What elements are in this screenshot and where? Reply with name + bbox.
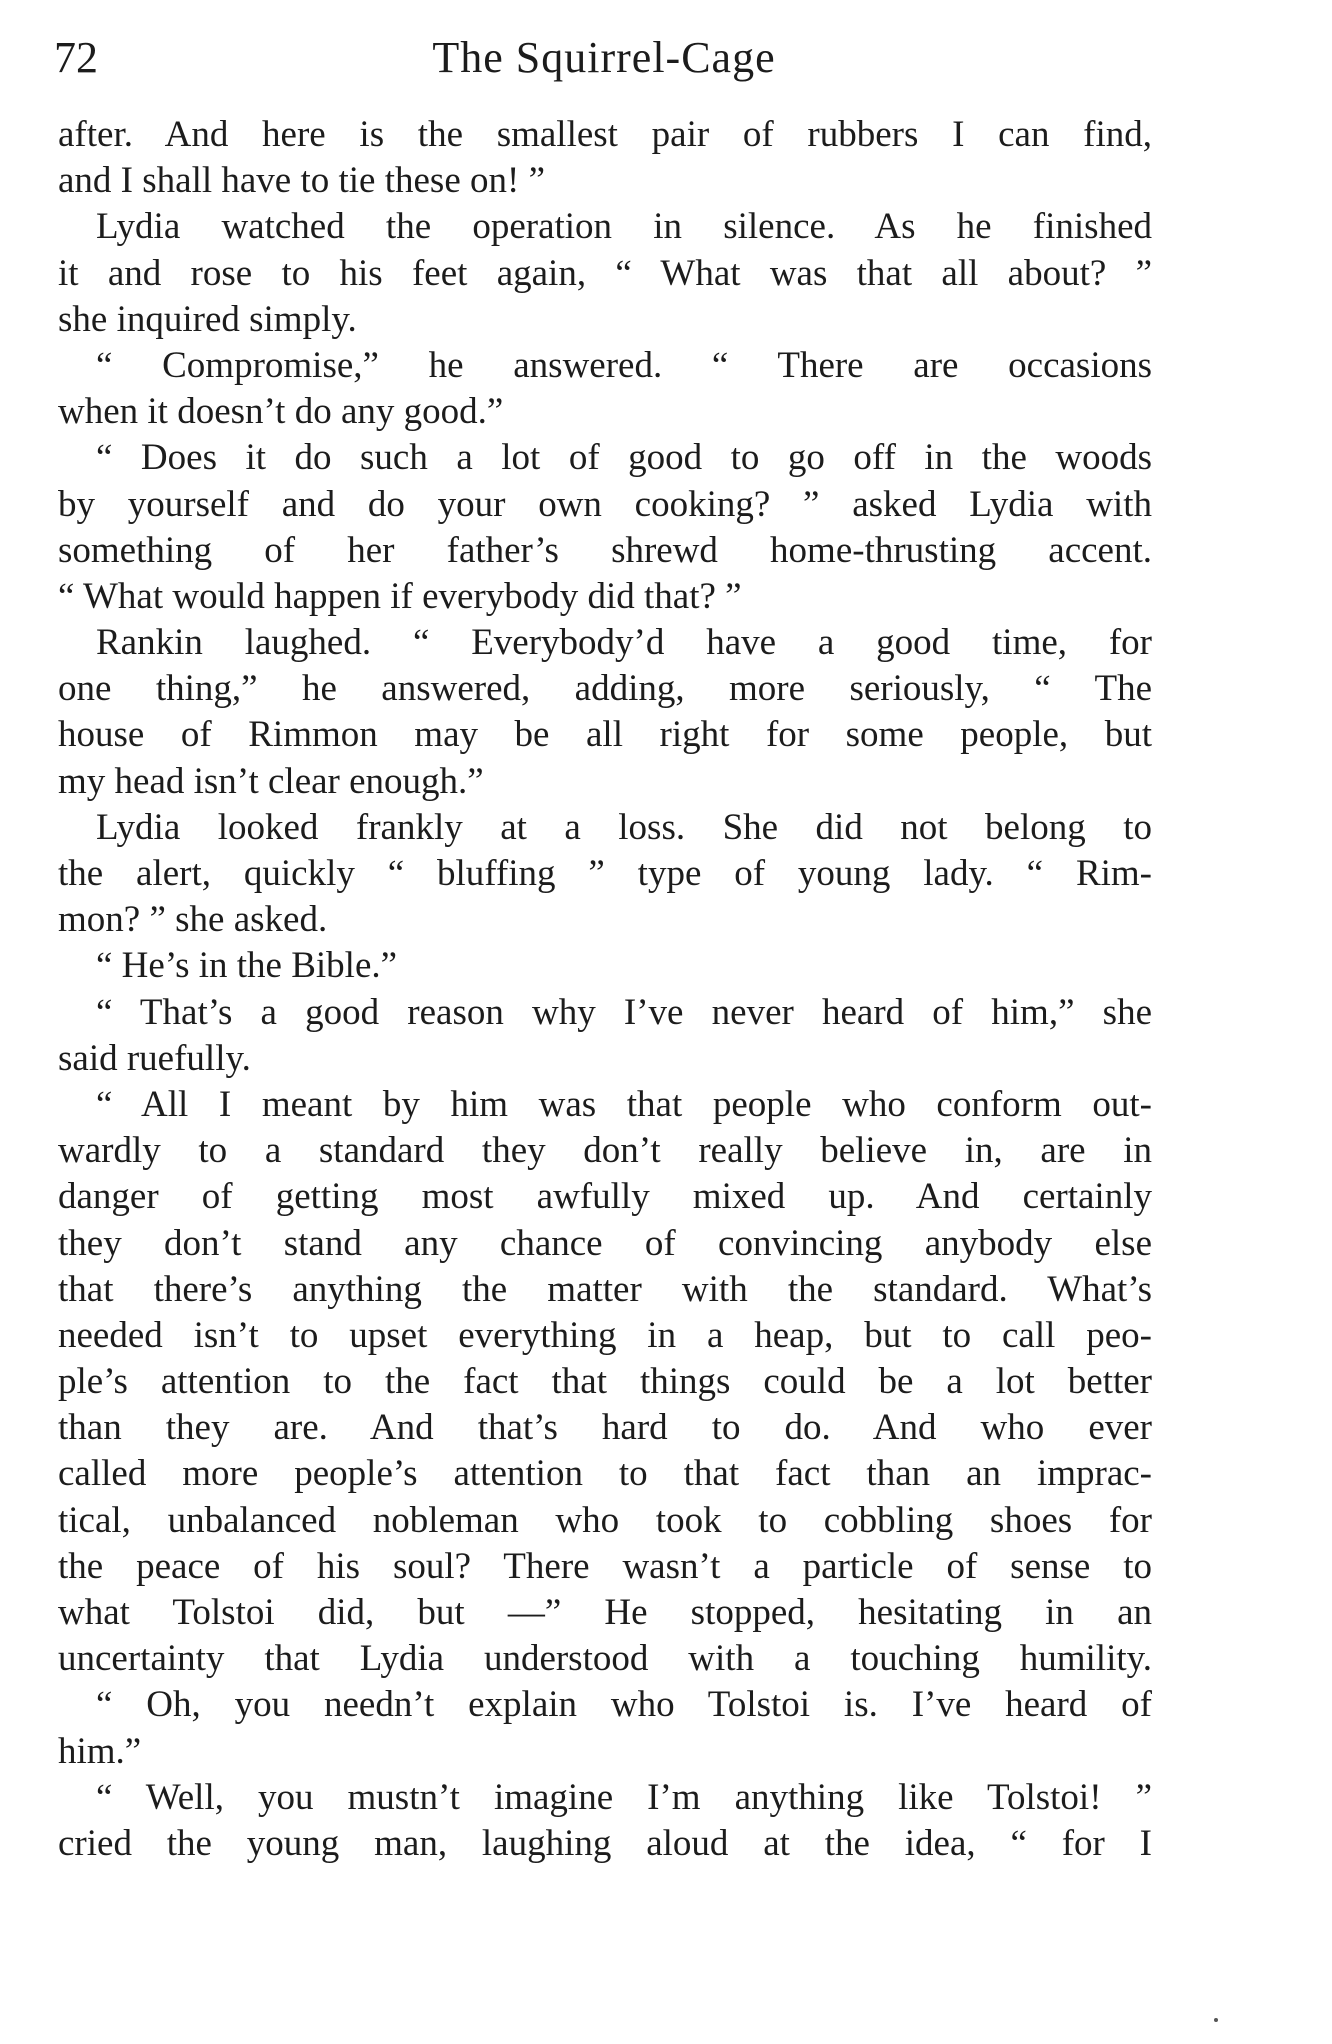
- page-number: 72: [54, 33, 98, 82]
- text-line: “ Does it do such a lot of good to go off in the woods: [96, 437, 1152, 479]
- text-line: “ Oh, you needn’t explain who Tolstoi is. I’ve heard of: [96, 1684, 1152, 1726]
- text-line: house of Rimmon may be all right for some people, but: [58, 714, 1152, 756]
- text-line: my head isn’t clear enough.”: [58, 760, 484, 802]
- text-line: something of her father’s shrewd home-thrusting accent.: [58, 529, 1152, 571]
- text-line: wardly to a standard they don’t really believe in, are in: [58, 1130, 1152, 1172]
- page-header: [54, 28, 1154, 88]
- speck-mark: [1214, 2018, 1218, 2022]
- text-line: tical, unbalanced nobleman who took to cobbling shoes for: [58, 1499, 1152, 1541]
- text-line: uncertainty that Lydia understood with a touching humility.: [58, 1638, 1152, 1680]
- text-line: after. And here is the smallest pair of rubbers I can find,: [58, 114, 1152, 155]
- text-line: “ That’s a good reason why I’ve never heard of him,” she: [96, 991, 1152, 1033]
- text-line: “ What would happen if everybody did that? ”: [58, 575, 742, 617]
- text-line: “ All I meant by him was that people who conform out-: [96, 1083, 1152, 1125]
- text-line: and I shall have to tie these on! ”: [58, 160, 545, 202]
- text-line: “ He’s in the Bible.”: [96, 945, 398, 987]
- text-line: one thing,” he answered, adding, more seriously, “ The: [58, 668, 1152, 710]
- text-line: they don’t stand any chance of convincing anybody else: [58, 1222, 1152, 1264]
- text-line: said ruefully.: [58, 1037, 251, 1079]
- text-line: cried the young man, laughing aloud at the idea, “ for I: [58, 1822, 1152, 1864]
- body-text: [58, 112, 1152, 1867]
- text-line: called more people’s attention to that fact than an imprac-: [58, 1453, 1152, 1495]
- text-line: that there’s anything the matter with the standard. What’s: [58, 1268, 1152, 1310]
- text-line: danger of getting most awfully mixed up. And certainly: [58, 1176, 1152, 1218]
- text-line: what Tolstoi did, but —” He stopped, hesitating in an: [58, 1592, 1152, 1633]
- text-line: “ Compromise,” he answered. “ There are occasions: [96, 344, 1152, 386]
- text-line: ple’s attention to the fact that things could be a lot better: [58, 1361, 1152, 1403]
- text-line: when it doesn’t do any good.”: [58, 391, 504, 433]
- text-line: Lydia looked frankly at a loss. She did not belong to: [96, 806, 1152, 848]
- text-line: it and rose to his feet again, “ What was that all about? ”: [58, 252, 1152, 294]
- text-line: she inquired simply.: [58, 298, 357, 340]
- text-line: Rankin laughed. “ Everybody’d have a good time, for: [96, 622, 1152, 664]
- text-line: by yourself and do your own cooking? ” asked Lydia with: [58, 483, 1152, 525]
- text-line: him.”: [58, 1730, 142, 1772]
- text-line: the alert, quickly “ bluffing ” type of young lady. “ Rim-: [58, 853, 1152, 894]
- text-line: “ Well, you mustn’t imagine I’m anything like Tolstoi! ”: [96, 1776, 1152, 1818]
- running-title: The Squirrel-Cage: [432, 33, 776, 82]
- text-line: mon? ” she asked.: [58, 899, 328, 941]
- text-line: needed isn’t to upset everything in a heap, but to call peo-: [58, 1314, 1152, 1356]
- text-line: the peace of his soul? There wasn’t a particle of sense to: [58, 1545, 1152, 1587]
- text-line: than they are. And that’s hard to do. And who ever: [58, 1407, 1152, 1449]
- text-line: Lydia watched the operation in silence. As he finished: [96, 206, 1152, 248]
